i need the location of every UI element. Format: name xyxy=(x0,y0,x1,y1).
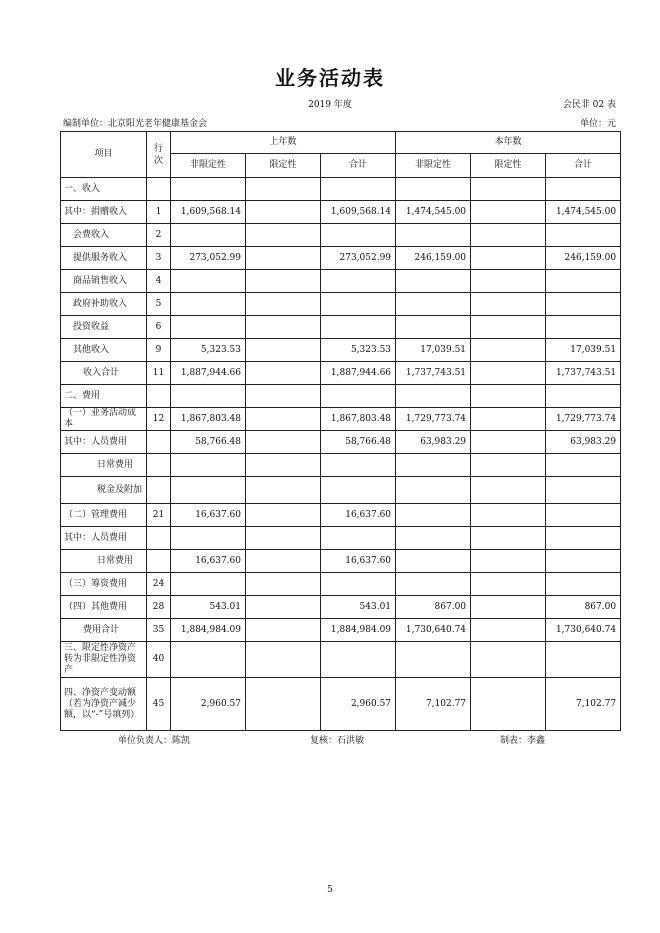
cell-prev-unrestricted: 5,323.53 xyxy=(171,339,246,362)
cell-this-total: 17,039.51 xyxy=(546,339,621,362)
cell-prev-restricted xyxy=(246,596,321,619)
table-row xyxy=(61,550,621,573)
cell-this-unrestricted xyxy=(396,573,471,596)
table-row xyxy=(61,504,621,527)
row-label: 会费收入 xyxy=(61,224,147,247)
row-label: 提供服务收入 xyxy=(61,247,147,270)
row-line-number: 21 xyxy=(147,504,171,527)
cell-prev-restricted xyxy=(246,224,321,247)
cell-this-unrestricted: 1,729,773.74 xyxy=(396,408,471,431)
cell-prev-unrestricted xyxy=(171,385,246,408)
cell-prev-total xyxy=(321,270,396,293)
row-line-number: 12 xyxy=(147,408,171,431)
row-line-number xyxy=(147,477,171,504)
cell-prev-unrestricted: 1,887,944.66 xyxy=(171,362,246,385)
cell-prev-unrestricted xyxy=(171,642,246,678)
table-row xyxy=(61,316,621,339)
cell-prev-unrestricted: 1,867,803.48 xyxy=(171,408,246,431)
cell-this-total: 1,730,640.74 xyxy=(546,619,621,642)
cell-prev-total: 16,637.60 xyxy=(321,550,396,573)
row-label: 日常费用 xyxy=(61,454,147,477)
cell-prev-restricted xyxy=(246,178,321,201)
cell-this-unrestricted: 63,983.29 xyxy=(396,431,471,454)
cell-this-total xyxy=(546,642,621,678)
row-label: （一）业务活动成本 xyxy=(61,408,147,431)
cell-prev-total: 1,887,944.66 xyxy=(321,362,396,385)
row-label: 四、净资产变动额（若为净资产减少额，以“-”号填列） xyxy=(61,678,147,731)
cell-this-total: 246,159.00 xyxy=(546,247,621,270)
cell-prev-total: 5,323.53 xyxy=(321,339,396,362)
table-row xyxy=(61,293,621,316)
cell-prev-unrestricted: 16,637.60 xyxy=(171,504,246,527)
cell-this-unrestricted xyxy=(396,385,471,408)
row-label: 税金及附加 xyxy=(61,477,147,504)
cell-this-unrestricted xyxy=(396,270,471,293)
footer-responsible: 单位负责人：陈凯 xyxy=(118,736,191,746)
row-line-number: 5 xyxy=(147,293,171,316)
cell-prev-restricted xyxy=(246,477,321,504)
row-label: （四）其他费用 xyxy=(61,596,147,619)
cell-this-total xyxy=(546,504,621,527)
cell-prev-restricted xyxy=(246,431,321,454)
table-row xyxy=(61,178,621,201)
cell-this-restricted xyxy=(471,550,546,573)
row-label: 费用合计 xyxy=(61,619,147,642)
cell-this-unrestricted xyxy=(396,642,471,678)
cell-prev-total: 1,867,803.48 xyxy=(321,408,396,431)
cell-prev-total: 16,637.60 xyxy=(321,504,396,527)
table-row xyxy=(61,339,621,362)
activity-table xyxy=(60,131,621,731)
currency-unit: 单位：元 xyxy=(579,119,616,129)
cell-this-unrestricted xyxy=(396,178,471,201)
row-label: 投资收益 xyxy=(61,316,147,339)
cell-this-total xyxy=(546,270,621,293)
cell-this-total xyxy=(546,224,621,247)
table-row xyxy=(61,454,621,477)
cell-prev-restricted xyxy=(246,247,321,270)
cell-this-unrestricted xyxy=(396,477,471,504)
cell-prev-total xyxy=(321,385,396,408)
row-label: （二）管理费用 xyxy=(61,504,147,527)
row-label: 二、费用 xyxy=(61,385,147,408)
row-line-number: 40 xyxy=(147,642,171,678)
cell-prev-unrestricted: 58,766.48 xyxy=(171,431,246,454)
row-line-number xyxy=(147,550,171,573)
cell-prev-restricted xyxy=(246,316,321,339)
cell-prev-unrestricted xyxy=(171,178,246,201)
cell-prev-restricted xyxy=(246,550,321,573)
cell-prev-restricted xyxy=(246,527,321,550)
cell-prev-unrestricted: 1,609,568.14 xyxy=(171,201,246,224)
cell-this-restricted xyxy=(471,431,546,454)
cell-prev-total: 2,960.57 xyxy=(321,678,396,731)
page-number: 5 xyxy=(327,885,333,895)
cell-prev-restricted xyxy=(246,385,321,408)
row-label: 商品销售收入 xyxy=(61,270,147,293)
table-row xyxy=(61,619,621,642)
cell-prev-total: 58,766.48 xyxy=(321,431,396,454)
cell-this-total xyxy=(546,573,621,596)
cell-prev-restricted xyxy=(246,619,321,642)
cell-prev-total: 1,609,568.14 xyxy=(321,201,396,224)
cell-prev-total: 273,052.99 xyxy=(321,247,396,270)
table-row xyxy=(61,201,621,224)
table-row xyxy=(61,678,621,731)
cell-this-total xyxy=(546,527,621,550)
footer-preparer: 制表：李鑫 xyxy=(500,736,546,746)
cell-prev-restricted xyxy=(246,339,321,362)
row-line-number xyxy=(147,178,171,201)
cell-prev-unrestricted: 273,052.99 xyxy=(171,247,246,270)
table-row xyxy=(61,362,621,385)
cell-this-unrestricted xyxy=(396,550,471,573)
cell-this-restricted xyxy=(471,247,546,270)
cell-prev-total xyxy=(321,477,396,504)
header-this-year: 本年数 xyxy=(396,132,621,154)
cell-prev-unrestricted: 2,960.57 xyxy=(171,678,246,731)
cell-this-restricted xyxy=(471,596,546,619)
cell-prev-unrestricted xyxy=(171,477,246,504)
row-label: 其中：人员费用 xyxy=(61,527,147,550)
table-row xyxy=(61,642,621,678)
cell-prev-unrestricted xyxy=(171,224,246,247)
row-label: 政府补助收入 xyxy=(61,293,147,316)
cell-this-unrestricted: 1,730,640.74 xyxy=(396,619,471,642)
cell-prev-unrestricted xyxy=(171,573,246,596)
cell-this-total: 63,983.29 xyxy=(546,431,621,454)
cell-this-restricted xyxy=(471,362,546,385)
cell-this-unrestricted: 867.00 xyxy=(396,596,471,619)
cell-prev-unrestricted xyxy=(171,270,246,293)
row-label: 日常费用 xyxy=(61,550,147,573)
report-year: 2019 年度 xyxy=(308,100,352,110)
table-row xyxy=(61,596,621,619)
cell-this-unrestricted xyxy=(396,316,471,339)
cell-prev-total: 1,884,984.09 xyxy=(321,619,396,642)
row-line-number: 11 xyxy=(147,362,171,385)
table-row xyxy=(61,477,621,504)
table-row xyxy=(61,573,621,596)
cell-prev-restricted xyxy=(246,293,321,316)
cell-prev-restricted xyxy=(246,270,321,293)
cell-this-restricted xyxy=(471,454,546,477)
row-line-number: 3 xyxy=(147,247,171,270)
row-line-number xyxy=(147,527,171,550)
cell-this-total: 1,729,773.74 xyxy=(546,408,621,431)
cell-prev-unrestricted xyxy=(171,316,246,339)
cell-this-restricted xyxy=(471,642,546,678)
cell-this-total: 867.00 xyxy=(546,596,621,619)
cell-prev-restricted xyxy=(246,408,321,431)
form-number: 会民非 02 表 xyxy=(562,100,616,110)
cell-prev-total: 543.01 xyxy=(321,596,396,619)
cell-prev-restricted xyxy=(246,504,321,527)
cell-prev-restricted xyxy=(246,678,321,731)
row-label: 其中：人员费用 xyxy=(61,431,147,454)
cell-this-total: 1,737,743.51 xyxy=(546,362,621,385)
header-unrestricted: 非限定性 xyxy=(396,154,471,178)
organization-unit: 编制单位：北京阳光老年健康基金会 xyxy=(63,119,208,129)
cell-this-restricted xyxy=(471,408,546,431)
cell-this-restricted xyxy=(471,678,546,731)
footer-reviewer: 复核：石洪敏 xyxy=(310,736,365,746)
cell-prev-total xyxy=(321,642,396,678)
row-line-number xyxy=(147,385,171,408)
cell-this-unrestricted xyxy=(396,293,471,316)
table-row xyxy=(61,224,621,247)
cell-prev-total xyxy=(321,316,396,339)
row-label: 一、收入 xyxy=(61,178,147,201)
cell-prev-total xyxy=(321,293,396,316)
cell-this-restricted xyxy=(471,527,546,550)
cell-this-unrestricted: 246,159.00 xyxy=(396,247,471,270)
row-line-number: 28 xyxy=(147,596,171,619)
cell-prev-restricted xyxy=(246,362,321,385)
row-label: 其中：捐赠收入 xyxy=(61,201,147,224)
cell-this-restricted xyxy=(471,619,546,642)
row-label: 收入合计 xyxy=(61,362,147,385)
cell-prev-unrestricted xyxy=(171,293,246,316)
header-restricted: 限定性 xyxy=(246,154,321,178)
cell-this-restricted xyxy=(471,339,546,362)
report-title: 业务活动表 xyxy=(275,66,385,90)
cell-this-unrestricted xyxy=(396,224,471,247)
cell-this-total xyxy=(546,316,621,339)
header-line: 行次 xyxy=(147,132,171,178)
cell-this-restricted xyxy=(471,224,546,247)
cell-this-restricted xyxy=(471,316,546,339)
cell-this-restricted xyxy=(471,178,546,201)
table-row xyxy=(61,431,621,454)
row-label: 三、限定性净资产转为非限定性净资产 xyxy=(61,642,147,678)
row-line-number: 4 xyxy=(147,270,171,293)
cell-prev-unrestricted xyxy=(171,454,246,477)
cell-prev-total xyxy=(321,527,396,550)
cell-this-restricted xyxy=(471,270,546,293)
row-line-number xyxy=(147,431,171,454)
row-line-number: 2 xyxy=(147,224,171,247)
cell-this-total xyxy=(546,178,621,201)
header-total: 合计 xyxy=(321,154,396,178)
cell-this-unrestricted: 17,039.51 xyxy=(396,339,471,362)
row-line-number xyxy=(147,454,171,477)
header-unrestricted: 非限定性 xyxy=(171,154,246,178)
table-row xyxy=(61,385,621,408)
cell-this-unrestricted xyxy=(396,527,471,550)
header-total: 合计 xyxy=(546,154,621,178)
table-row xyxy=(61,408,621,431)
cell-this-total: 7,102.77 xyxy=(546,678,621,731)
cell-prev-unrestricted: 1,884,984.09 xyxy=(171,619,246,642)
cell-prev-restricted xyxy=(246,642,321,678)
cell-this-total xyxy=(546,293,621,316)
header-restricted: 限定性 xyxy=(471,154,546,178)
row-line-number: 24 xyxy=(147,573,171,596)
cell-this-total xyxy=(546,550,621,573)
cell-prev-restricted xyxy=(246,454,321,477)
cell-prev-unrestricted: 543.01 xyxy=(171,596,246,619)
cell-this-unrestricted: 1,737,743.51 xyxy=(396,362,471,385)
cell-this-total: 1,474,545.00 xyxy=(546,201,621,224)
header-item: 项目 xyxy=(61,132,147,178)
cell-prev-unrestricted: 16,637.60 xyxy=(171,550,246,573)
cell-prev-total xyxy=(321,224,396,247)
cell-prev-restricted xyxy=(246,201,321,224)
cell-this-restricted xyxy=(471,385,546,408)
cell-this-unrestricted: 1,474,545.00 xyxy=(396,201,471,224)
cell-prev-restricted xyxy=(246,573,321,596)
cell-this-restricted xyxy=(471,573,546,596)
table-row xyxy=(61,247,621,270)
header-prev-year: 上年数 xyxy=(171,132,396,154)
cell-this-total xyxy=(546,477,621,504)
cell-prev-total xyxy=(321,178,396,201)
row-line-number: 9 xyxy=(147,339,171,362)
row-line-number: 35 xyxy=(147,619,171,642)
cell-this-total xyxy=(546,454,621,477)
cell-prev-total xyxy=(321,573,396,596)
row-line-number: 6 xyxy=(147,316,171,339)
row-line-number: 45 xyxy=(147,678,171,731)
cell-this-unrestricted xyxy=(396,454,471,477)
cell-this-unrestricted: 7,102.77 xyxy=(396,678,471,731)
table-row xyxy=(61,270,621,293)
row-line-number: 1 xyxy=(147,201,171,224)
cell-prev-total xyxy=(321,454,396,477)
cell-this-restricted xyxy=(471,477,546,504)
cell-this-unrestricted xyxy=(396,504,471,527)
table-row xyxy=(61,527,621,550)
row-label: （三）筹资费用 xyxy=(61,573,147,596)
cell-this-restricted xyxy=(471,504,546,527)
cell-this-restricted xyxy=(471,293,546,316)
cell-this-restricted xyxy=(471,201,546,224)
cell-prev-unrestricted xyxy=(171,527,246,550)
row-label: 其他收入 xyxy=(61,339,147,362)
cell-this-total xyxy=(546,385,621,408)
